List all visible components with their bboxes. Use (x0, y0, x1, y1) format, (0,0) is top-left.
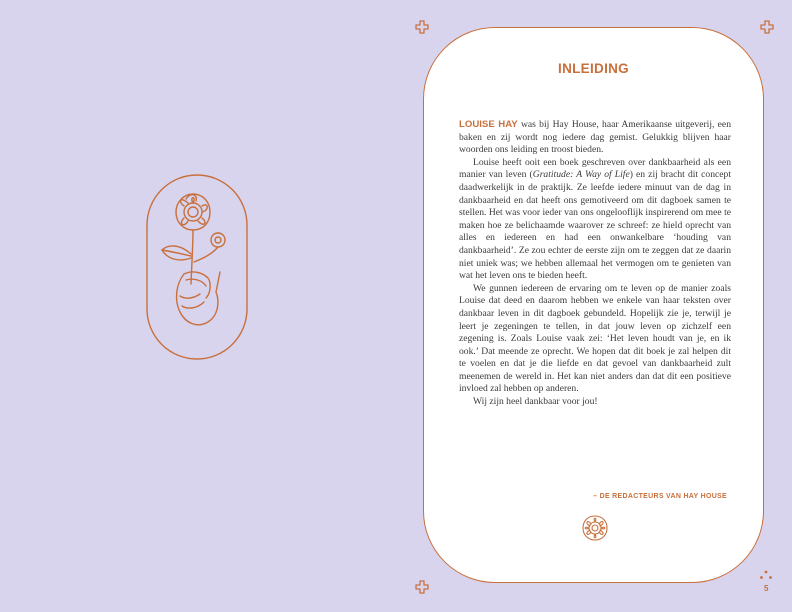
paragraph-2-text-b: ) en zij bracht dit concept daadwerkelijk in de praktijk. Ze leefde iedere minuut van de dag in dankbaarheid en dat heeft ons gemotiveerd om dit dagboek samen te stellen. Het was voor ieder van ons ongelooflijk inspirerend om mee te maken hoe ze belichaamde waarover ze schreef: ze hield oprecht van alles en iedereen en had een onwankelbare ‘houding van dankbaarheid’. Ze zou echter de eerste zijn om te zeggen dat ze daarin niet uniek was; we hebben allemaal het vermogen om te genieten van wat het leven ons te bieden heeft. (459, 169, 731, 282)
page-card (423, 27, 764, 583)
signature: – DE REDACTEURS VAN HAY HOUSE (593, 493, 727, 500)
dots-icon (759, 570, 773, 580)
paragraph-1 (459, 119, 731, 157)
book-title: Gratitude: A Way of Life (532, 169, 630, 181)
hand-holding-flower-icon (146, 174, 248, 360)
page-title: INLEIDING (558, 61, 629, 76)
paragraph-2 (459, 157, 731, 283)
flower-icon (580, 513, 610, 543)
paragraph-3: We gunnen iedereen de ervaring om te leven op de manier zoals Louise dat deed en daarom hebben we enkele van haar teksten over dankbaar leven in dit dagboek gebundeld. Hopelijk zie je, terwijl je leert je zegeningen te tellen, in dat jouw leven op zichzelf een zegening is. Zoals Louise vaak zei: ‘Het leven houdt van je, en ik ook.’ Dat meende ze oprecht. We hopen dat dit boek je zal helpen dit te voelen en dat je die liefde en dat gevoel van dankbaarheid zult meenemen de wereld in. Het kan niet anders dan dat dit een positieve invloed zal hebben op anderen. (459, 282, 731, 395)
paragraph-2-text-a: Louise heeft ooit een boek geschreven over dankbaarheid als een manier van leven ( (459, 156, 731, 181)
plus-ornament-icon (415, 20, 429, 34)
page-number: 5 (764, 584, 769, 593)
paragraph-1-text: was bij Hay House, haar Amerikaanse uitgeverij, een baken en zij wordt nog iedere dag gemist. Gelukkig blijven haar woorden ons leiding en troost bieden. (459, 119, 731, 156)
plus-ornament-icon (760, 20, 774, 34)
paragraph-4: Wij zijn heel dankbaar voor jou! (473, 396, 598, 408)
body-text (459, 119, 731, 409)
lead-name: LOUISE HAY (459, 119, 518, 130)
plus-ornament-icon (415, 580, 429, 594)
